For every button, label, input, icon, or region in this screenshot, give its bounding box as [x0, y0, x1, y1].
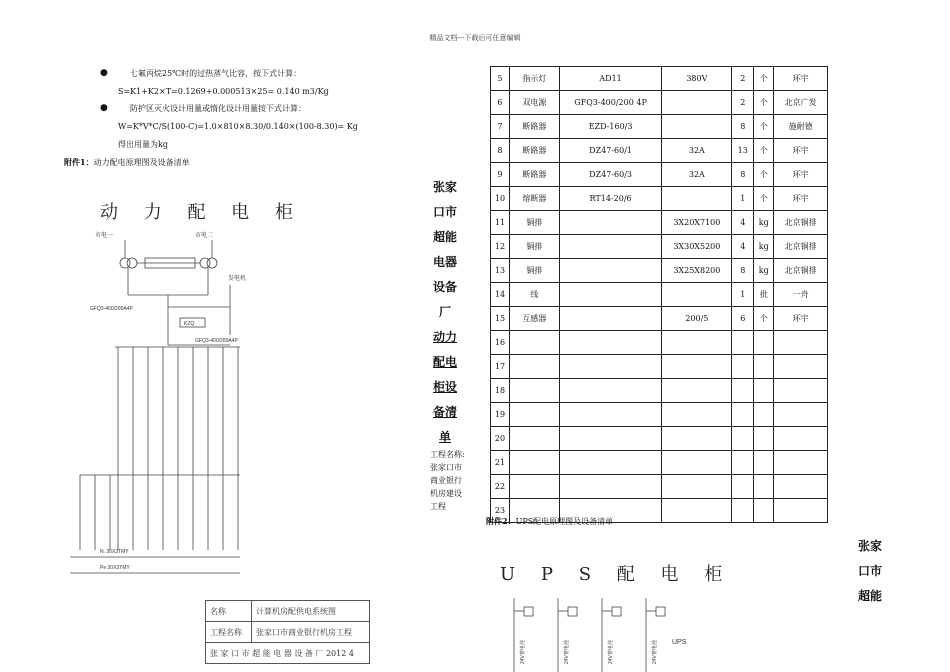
cell-spec: 32A: [662, 139, 732, 163]
table-row: [491, 379, 828, 403]
cell-maker: 环宇: [774, 67, 828, 91]
vtitle-part: 口市: [432, 205, 457, 219]
cell-qty: [732, 427, 754, 451]
cell-spec: 3X20X7100: [662, 211, 732, 235]
cell-name: 铜排: [509, 259, 559, 283]
bullet-2: ●: [100, 103, 108, 113]
vtitle-right-part: 口市: [857, 564, 882, 578]
cell-model: AD11: [559, 67, 662, 91]
cell-no: 10: [491, 187, 510, 211]
vtitle-part: 设备: [432, 280, 457, 294]
ups-branch-label: 24V蓄电池: [652, 640, 658, 664]
cell-model: [559, 475, 662, 499]
cell-name: [509, 355, 559, 379]
cell-name: 熔断器: [509, 187, 559, 211]
cell-model: [559, 355, 662, 379]
cell-qty: 8: [732, 259, 754, 283]
cell-qty: 8: [732, 163, 754, 187]
info-name-label: 名称: [206, 601, 252, 622]
cell-unit: 批: [754, 283, 774, 307]
cell-spec: [662, 427, 732, 451]
table-row: [491, 307, 828, 331]
cell-model: EZD-160/3: [559, 115, 662, 139]
info-project-label: 工程名称: [206, 622, 252, 643]
cell-unit: 个: [754, 163, 774, 187]
table-row: [491, 403, 828, 427]
cell-maker: [774, 499, 828, 523]
cell-maker: [774, 379, 828, 403]
cell-qty: [732, 475, 754, 499]
cell-name: 铜排: [509, 235, 559, 259]
cell-no: 17: [491, 355, 510, 379]
cell-model: [559, 235, 662, 259]
table-row: [491, 67, 828, 91]
table-row: [491, 115, 828, 139]
cell-model: [559, 427, 662, 451]
cell-maker: 北京铜排: [774, 259, 828, 283]
result-amount: 得出用量为kg: [118, 140, 168, 149]
cell-unit: 个: [754, 187, 774, 211]
paragraph-design-amount: 防护区灭火设计用量或惰化设计用量按下式计算：: [130, 104, 306, 113]
cell-name: 双电源: [509, 91, 559, 115]
table-row: [491, 475, 828, 499]
project-line: 工程名称:: [430, 450, 465, 459]
cell-unit: [754, 499, 774, 523]
cell-unit: [754, 331, 774, 355]
cell-unit: [754, 475, 774, 499]
cell-maker: 环宇: [774, 187, 828, 211]
cell-unit: [754, 451, 774, 475]
cell-unit: kg: [754, 235, 774, 259]
cell-qty: 13: [732, 139, 754, 163]
project-line: 工程: [430, 502, 446, 511]
cell-no: 23: [491, 499, 510, 523]
cell-unit: 个: [754, 91, 774, 115]
attachment-1-label: 附件1：: [64, 157, 94, 167]
schematic-title: 动 力 配 电 柜: [100, 202, 303, 223]
vtitle2-part: 配电: [432, 355, 457, 369]
cell-qty: [732, 355, 754, 379]
company-vertical-title: [425, 175, 465, 325]
cell-model: [559, 211, 662, 235]
cell-model: [559, 331, 662, 355]
cell-spec: [662, 355, 732, 379]
cell-no: 22: [491, 475, 510, 499]
cell-name: 互感器: [509, 307, 559, 331]
cell-qty: 1: [732, 187, 754, 211]
cell-maker: [774, 451, 828, 475]
cell-maker: [774, 331, 828, 355]
cell-spec: [662, 91, 732, 115]
cell-qty: [732, 499, 754, 523]
cell-maker: [774, 355, 828, 379]
cell-spec: [662, 475, 732, 499]
cell-no: 21: [491, 451, 510, 475]
table-row: [491, 235, 828, 259]
cell-maker: 环宇: [774, 163, 828, 187]
cell-name: 铜排: [509, 211, 559, 235]
table-row: [491, 451, 828, 475]
cell-maker: [774, 427, 828, 451]
ups-branch-label: 24V蓄电池: [564, 640, 570, 664]
cell-unit: [754, 403, 774, 427]
table-row: [491, 211, 828, 235]
cell-maker: 北京铜排: [774, 235, 828, 259]
cell-qty: 6: [732, 307, 754, 331]
cell-name: 断路器: [509, 115, 559, 139]
info-project-value: 张家口市商业银行机房工程: [252, 622, 370, 643]
vtitle2-part: 柜设: [432, 380, 457, 394]
table-row: [491, 331, 828, 355]
cell-qty: [732, 403, 754, 427]
cell-unit: 个: [754, 139, 774, 163]
ats2-label: GFQ3-400/200A4P: [195, 338, 238, 344]
kzq-label: KZQ: [184, 321, 195, 327]
document-vertical-title: [425, 325, 465, 450]
cell-name: [509, 427, 559, 451]
project-line: 张家口市: [430, 463, 462, 472]
cell-name: 指示灯: [509, 67, 559, 91]
cell-unit: [754, 427, 774, 451]
cell-no: 13: [491, 259, 510, 283]
cell-maker: 北京铜排: [774, 211, 828, 235]
cell-no: 11: [491, 211, 510, 235]
cell-name: 断路器: [509, 139, 559, 163]
cell-no: 16: [491, 331, 510, 355]
equipment-table: [490, 66, 828, 523]
formula-w: W=K*V*C/S(100-C)=1.0×810×8.30/0.140×(100-8.30)= Kg: [118, 122, 358, 131]
cell-model: [559, 403, 662, 427]
cell-qty: 2: [732, 67, 754, 91]
grid1-label: 市电一: [95, 233, 114, 239]
cell-no: 18: [491, 379, 510, 403]
cell-no: 9: [491, 163, 510, 187]
cell-name: 断路器: [509, 163, 559, 187]
vtitle-part: 电器: [432, 255, 457, 269]
ats-label: GFQ3-400/200A4P: [90, 306, 133, 312]
cell-qty: 1: [732, 283, 754, 307]
project-line: 机房建设: [430, 489, 462, 498]
cell-name: [509, 331, 559, 355]
cell-maker: [774, 403, 828, 427]
cell-no: 20: [491, 427, 510, 451]
cell-maker: 环宇: [774, 307, 828, 331]
grid2-label: 市电二: [195, 233, 214, 239]
attachment-2: [486, 515, 613, 528]
cell-unit: 个: [754, 115, 774, 139]
cell-spec: [662, 187, 732, 211]
ups-branch-label: 24V蓄电池: [608, 640, 614, 664]
cell-maker: [774, 475, 828, 499]
generator-label: 发电机: [228, 276, 247, 282]
bus-pe-label: Pe 30X3TMY: [100, 565, 130, 571]
cell-qty: [732, 451, 754, 475]
cell-model: [559, 379, 662, 403]
table-row: [491, 91, 828, 115]
cell-name: [509, 451, 559, 475]
paragraph-vapor-volume: 七氟丙烷25℃时的过热蒸气比容，按下式计算：: [130, 69, 302, 78]
bus-n-label: N. 30X3TMY: [100, 549, 129, 555]
cell-qty: [732, 331, 754, 355]
info-name-value: 计算机房配供电系统图: [252, 601, 370, 622]
table-row: [491, 163, 828, 187]
cell-spec: 200/5: [662, 307, 732, 331]
info-company: 张 家 口 市 超 能 电 器 设 备 厂 2012 4: [206, 643, 370, 664]
cell-spec: 3X25X8200: [662, 259, 732, 283]
cell-qty: 2: [732, 91, 754, 115]
cell-unit: [754, 379, 774, 403]
cell-spec: [662, 451, 732, 475]
cell-model: [559, 307, 662, 331]
cell-maker: 施耐德: [774, 115, 828, 139]
cell-model: DZ47-60/3: [559, 163, 662, 187]
ups-label: UPS: [672, 639, 687, 646]
table-row: [491, 139, 828, 163]
company-vertical-title-2: [850, 534, 890, 609]
vtitle2-part: 单: [438, 430, 451, 444]
vtitle-right-part: 张家: [857, 539, 882, 553]
cell-unit: 个: [754, 67, 774, 91]
schematic-info-table: [205, 600, 370, 664]
cell-no: 19: [491, 403, 510, 427]
cell-no: 15: [491, 307, 510, 331]
attachment-2-text: UPS配电原理图及设备清单: [515, 517, 614, 526]
table-row: [491, 283, 828, 307]
cell-model: GFQ3-400/200 4P: [559, 91, 662, 115]
attachment-2-label: 附件2：: [486, 516, 516, 526]
cell-no: 6: [491, 91, 510, 115]
cell-name: [509, 379, 559, 403]
cell-name: [509, 475, 559, 499]
cell-no: 5: [491, 67, 510, 91]
attachment-1: [64, 156, 190, 169]
cell-unit: [754, 355, 774, 379]
table-row: [491, 259, 828, 283]
cell-model: DZ47-60/1: [559, 139, 662, 163]
cell-maker: 环宇: [774, 139, 828, 163]
cell-spec: [662, 115, 732, 139]
cell-model: [559, 283, 662, 307]
cell-no: 7: [491, 115, 510, 139]
cell-qty: [732, 379, 754, 403]
project-line: 商业银行: [430, 476, 462, 485]
page-header: 精品文档---下载后可任意编辑: [429, 34, 521, 42]
cell-spec: [662, 283, 732, 307]
cell-maker: 一舟: [774, 283, 828, 307]
cell-model: RT14-20/6: [559, 187, 662, 211]
vtitle-part: 张家: [432, 180, 457, 194]
cell-no: 12: [491, 235, 510, 259]
cell-qty: 4: [732, 235, 754, 259]
bullet-1: ●: [100, 68, 108, 78]
vtitle-right-part: 超能: [857, 589, 882, 603]
table-row: [491, 187, 828, 211]
cell-qty: 8: [732, 115, 754, 139]
cell-spec: [662, 499, 732, 523]
cell-unit: 个: [754, 307, 774, 331]
cell-no: 8: [491, 139, 510, 163]
project-name-block: [430, 448, 476, 513]
cell-qty: 4: [732, 211, 754, 235]
vtitle-part: 超能: [432, 230, 457, 244]
ups-title: U P S 配 电 柜: [500, 564, 733, 585]
cell-unit: kg: [754, 259, 774, 283]
table-row: [491, 355, 828, 379]
ups-schematic: [500, 598, 700, 672]
cell-model: [559, 451, 662, 475]
ups-branch-label: 24V蓄电池: [520, 640, 526, 664]
vtitle-part: 厂: [438, 305, 451, 319]
cell-spec: [662, 403, 732, 427]
attachment-1-text: 动力配电原理图及设备清单: [93, 158, 190, 167]
table-row: [491, 427, 828, 451]
cell-name: [509, 403, 559, 427]
cell-spec: 3X30X5200: [662, 235, 732, 259]
vtitle2-part: 动力: [432, 330, 457, 344]
cell-spec: 380V: [662, 67, 732, 91]
cell-maker: 北京广发: [774, 91, 828, 115]
formula-s: S=K1+K2×T=0.1269+0.000513×25= 0.140 m3/Kg: [118, 87, 329, 96]
cell-spec: 32A: [662, 163, 732, 187]
cell-spec: [662, 331, 732, 355]
cell-spec: [662, 379, 732, 403]
cell-unit: kg: [754, 211, 774, 235]
vtitle2-part: 备清: [432, 405, 457, 419]
cell-name: 线: [509, 283, 559, 307]
cell-no: 14: [491, 283, 510, 307]
cell-model: [559, 259, 662, 283]
